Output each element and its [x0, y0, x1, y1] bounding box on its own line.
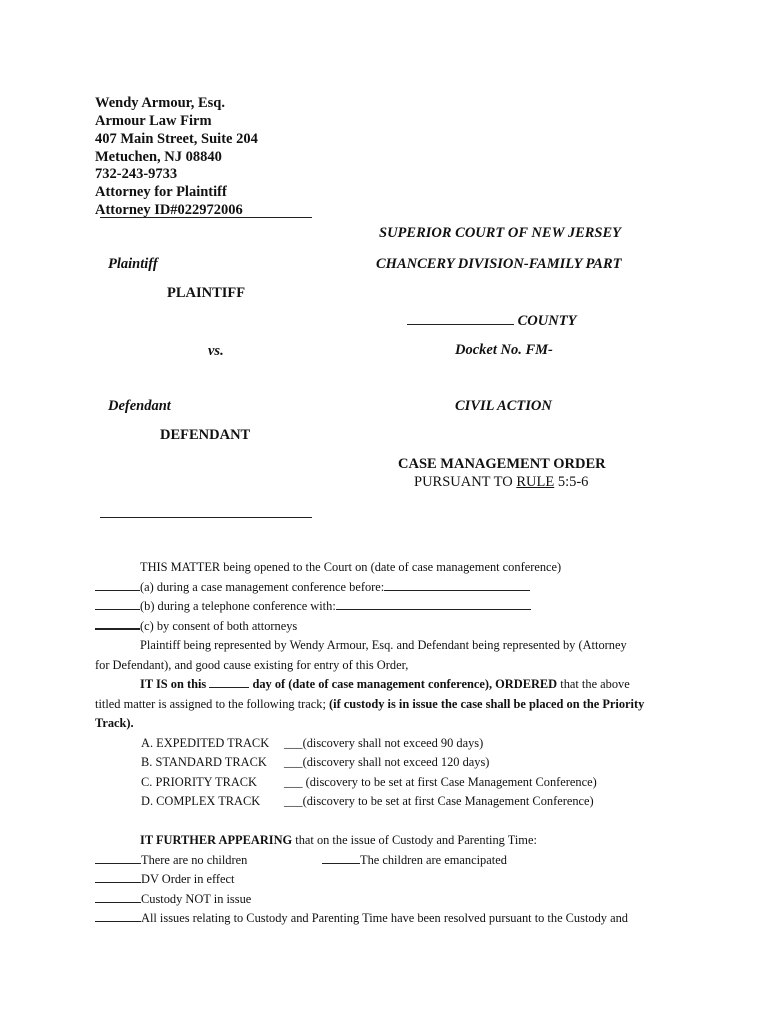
dv-order-check[interactable]: [95, 871, 141, 883]
versus: vs.: [208, 343, 224, 359]
ordered-tail: that the above: [560, 677, 630, 691]
attorney-name: Wendy Armour, Esq.: [95, 95, 225, 111]
plaintiff-caps: PLAINTIFF: [167, 285, 246, 301]
docket-number: Docket No. FM-: [455, 342, 553, 358]
track-c-label: C. PRIORITY TRACK: [141, 775, 258, 789]
resolved-row: [95, 909, 628, 929]
track-a-label: A. EXPEDITED TRACK: [141, 736, 270, 750]
option-b-row: [95, 597, 531, 617]
option-a-blank[interactable]: [384, 579, 530, 591]
option-a-check[interactable]: [95, 579, 140, 591]
custody-heading-rest: that on the issue of Custody and Parenting Time:: [292, 833, 537, 847]
custody-not-in-issue-text: Custody NOT in issue: [141, 892, 252, 906]
represented-line-1: Plaintiff being represented by Wendy Armour, Esq. and Defendant being represented by (Attorney: [140, 638, 627, 652]
defendant-caps: DEFENDANT: [160, 427, 251, 443]
ordered-line: [140, 675, 630, 695]
titled-track-end: Track).: [95, 716, 134, 730]
order-subtitle-prefix: PURSUANT TO: [414, 474, 517, 490]
attorney-id: Attorney ID#022972006: [95, 202, 243, 218]
custody-heading-bold: IT FURTHER APPEARING: [140, 833, 293, 847]
resolved-text: All issues relating to Custody and Parenting Time have been resolved pursuant to the Custody and: [141, 911, 628, 925]
track-b-desc[interactable]: ___(discovery shall not exceed 120 days): [284, 755, 490, 769]
option-b-text: (b) during a telephone conference with:: [140, 599, 336, 613]
titled-line: [95, 695, 644, 715]
caption-top-rule: [100, 217, 312, 218]
custody-not-in-issue-row: [95, 890, 251, 910]
custody-not-in-issue-check[interactable]: [95, 891, 141, 903]
custody-heading: [140, 831, 537, 851]
track-a-desc[interactable]: ___(discovery shall not exceed 90 days): [284, 736, 484, 750]
titled-lead: titled matter is assigned to the following track;: [95, 697, 326, 711]
titled-bold: (if custody is in issue the case shall be placed on the Priority: [329, 697, 645, 711]
civil-action: CIVIL ACTION: [455, 398, 552, 414]
dv-order-row: [95, 870, 234, 890]
county-label: COUNTY: [517, 313, 577, 329]
intro-line: THIS MATTER being opened to the Court on (date of case management conference): [140, 560, 562, 574]
option-c-row: [95, 617, 297, 637]
represented-line-2: for Defendant), and good cause existing for entry of this Order,: [95, 658, 409, 672]
emancipated-check[interactable]: [322, 852, 360, 864]
order-title: CASE MANAGEMENT ORDER: [398, 456, 606, 472]
county-blank[interactable]: [407, 313, 514, 325]
option-b-check[interactable]: [95, 598, 140, 610]
order-subtitle: [414, 474, 588, 491]
track-c-desc[interactable]: ___ (discovery to be set at first Case Management Conference): [284, 775, 597, 789]
no-children-check[interactable]: [95, 852, 141, 864]
no-children-row: [95, 851, 247, 871]
option-a-row: [95, 578, 530, 598]
resolved-check[interactable]: [95, 910, 141, 922]
track-b-label: B. STANDARD TRACK: [141, 755, 267, 769]
plaintiff-italic: Plaintiff: [108, 256, 158, 272]
ordered-day-blank[interactable]: [209, 676, 249, 688]
emancipated-text: The children are emancipated: [360, 853, 507, 867]
option-c-text: (c) by consent of both attorneys: [140, 619, 298, 633]
defendant-italic: Defendant: [108, 398, 171, 414]
caption-bottom-rule: [100, 517, 312, 518]
track-d-desc[interactable]: ___(discovery to be set at first Case Management Conference): [284, 794, 594, 808]
no-children-text: There are no children: [141, 853, 248, 867]
track-d-label: D. COMPLEX TRACK: [141, 794, 261, 808]
phone-number: 732-243-9733: [95, 166, 178, 182]
attorney-role: Attorney for Plaintiff: [95, 184, 227, 200]
option-c-check[interactable]: [95, 617, 140, 630]
court-name: SUPERIOR COURT OF NEW JERSEY: [379, 225, 622, 241]
city-state-zip: Metuchen, NJ 08840: [95, 149, 222, 165]
option-a-text: (a) during a case management conference before:: [140, 580, 385, 594]
dv-order-text: DV Order in effect: [141, 872, 235, 886]
order-subtitle-suffix: 5:5-6: [554, 474, 589, 490]
ordered-lead: IT IS on this: [140, 677, 207, 691]
county-line: [407, 313, 576, 330]
court-division: CHANCERY DIVISION-FAMILY PART: [376, 256, 622, 272]
law-firm: Armour Law Firm: [95, 113, 212, 129]
ordered-mid: day of (date of case management conference), ORDERED: [252, 677, 558, 691]
option-b-blank[interactable]: [336, 598, 531, 610]
emancipated-row: [322, 851, 507, 871]
rule-link[interactable]: RULE: [516, 474, 555, 490]
street-address: 407 Main Street, Suite 204: [95, 131, 258, 147]
